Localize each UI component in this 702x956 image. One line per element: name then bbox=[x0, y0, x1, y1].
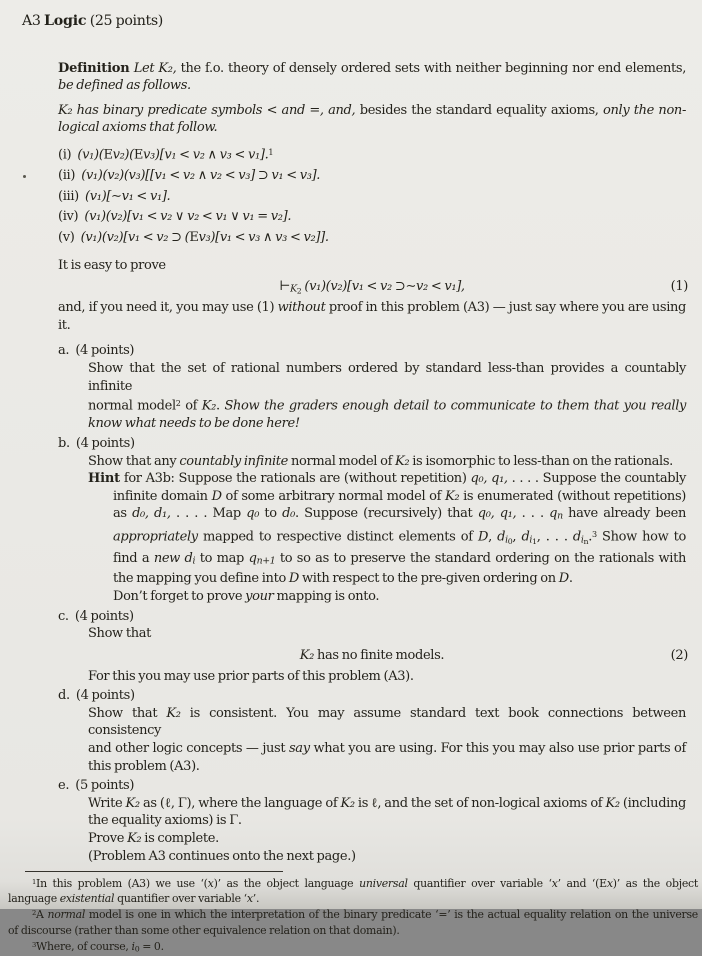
footnote-divider bbox=[25, 871, 283, 872]
easy-to-prove-line: It is easy to prove bbox=[58, 257, 166, 273]
hint-line-5: find a new di to map qn+1 to so as to preserve the standard ordering on the rationals with bbox=[113, 551, 686, 567]
item-c-line-1: Show that bbox=[88, 626, 151, 642]
item-d-label: d. (4 points) bbox=[58, 688, 135, 704]
equation-1-label: (1) bbox=[670, 279, 688, 295]
axiom-iv: (iv) (v₁)(v₂)[v₁ < v₂ ∨ v₂ < v₁ ∨ v₁ = v₂]. bbox=[58, 209, 292, 225]
equation-2-label: (2) bbox=[670, 647, 688, 663]
equation-2-row bbox=[0, 644, 702, 667]
hint-line-2: infinite domain D of some arbitrary normal model of K₂ is enumerated (without repetitions) bbox=[113, 488, 686, 504]
equation-1-row bbox=[0, 275, 702, 298]
k2-axioms-intro-line-1: K₂ has binary predicate symbols < and =, and, besides the standard equality axioms, only the non- bbox=[58, 102, 687, 118]
item-b-label: b. (4 points) bbox=[58, 435, 135, 451]
axiom-i: (i) (v₁)(Ev₂)(Ev₃)[v₁ < v₂ ∧ v₃ < v₁].$^1$ bbox=[58, 147, 274, 163]
definition-line-1: Definition Let K₂, the f.o. theory of densely ordered sets with neither beginning nor end elements, bbox=[58, 60, 686, 76]
definition-line-2: be defined as follows. bbox=[58, 78, 191, 94]
k2-axioms-intro-line-2: logical axioms that follow. bbox=[58, 120, 218, 136]
equation-2: K₂ has no finite models. bbox=[299, 647, 445, 663]
usage-note-line-1: and, if you need it, you may use (1) without proof in this problem (A3) — just say where you are using bbox=[58, 300, 687, 316]
item-d-line-2: and other logic concepts — just say what you are using. For this you may also use prior parts of bbox=[88, 741, 686, 757]
equation-1: $⊢K_2$ (v₁)(v₂)[v₁ < v₂ ⊃∼v₂ < v₁], bbox=[279, 279, 465, 296]
item-e-label: e. (5 points) bbox=[58, 778, 135, 794]
item-a-line-3: know what needs to be done here! bbox=[88, 416, 300, 432]
footnote-1-line-1: $^1$In this problem (A3) we use ‘(x)’ as the object language universal quantifier over variable ‘x’ and ‘(Ex)’ as the object bbox=[32, 877, 698, 891]
axiom-ii: (ii) (v₁)(v₂)(v₃)[[v₁ < v₂ ∧ v₂ < v₃] ⊃ v₁ < v₃]. bbox=[58, 168, 321, 184]
item-e-line-4: (Problem A3 continues onto the next page.) bbox=[88, 848, 356, 864]
footnote-1-line-2: language existential quantifier over variable ‘x’. bbox=[8, 892, 260, 906]
hint-line-6: the mapping you define into D with respect to the pre-given ordering on D. bbox=[113, 571, 573, 587]
page-title: A3 Logic (25 points) bbox=[22, 13, 163, 29]
item-c-label: c. (4 points) bbox=[58, 608, 134, 624]
axiom-v: (v) (v₁)(v₂)[v₁ < v₂ ⊃ (Ev₃)[v₁ < v₃ ∧ v₃ < v₂]]. bbox=[58, 229, 329, 245]
item-c-line-2: For this you may use prior parts of this problem (A3). bbox=[88, 668, 414, 684]
item-a-line-1: Show that the set of rational numbers ordered by standard less-than provides a countably infinite bbox=[88, 360, 686, 394]
usage-note-line-2: it. bbox=[58, 317, 71, 333]
axiom-iii: (iii) (v₁)[∼v₁ < v₁]. bbox=[58, 188, 171, 204]
item-a-line-2: normal model$^2$ of K₂. Show the graders enough detail to communicate to them that you really bbox=[88, 398, 687, 414]
footnote-3: $^3$Where, of course, i0 = 0. bbox=[32, 939, 164, 954]
item-e-line-1: Write K₂ as (ℓ, Γ), where the language of K₂ is ℓ, and the set of non-logical axioms of K₂ (including bbox=[88, 795, 686, 811]
footnote-2-line-1: $^2$A normal model is one in which the interpretation of the binary predicate ‘=’ is the actual equality relation on the universe bbox=[32, 908, 698, 922]
item-e-line-2: the equality axioms) is Γ. bbox=[88, 813, 242, 829]
scan-artifact-dot bbox=[23, 175, 26, 178]
item-d-line-3: this problem (A3). bbox=[88, 758, 200, 774]
hint-line-3: as d₀, d₁, . . . . Map q₀ to d₀. Suppose (recursively) that q₀, q₁, . . . qn have already been bbox=[113, 506, 687, 522]
hint-line-7: Don’t forget to prove your mapping is onto. bbox=[113, 588, 380, 604]
item-b-line-1: Show that any countably infinite normal model of K₂ is isomorphic to less-than on the rationals. bbox=[88, 453, 673, 469]
item-a-label: a. (4 points) bbox=[58, 343, 135, 359]
footnote-2-line-2: of discourse (rather than some other equivalence relation on that domain). bbox=[8, 923, 400, 937]
item-d-line-1: Show that K₂ is consistent. You may assume standard text book connections between consistency bbox=[88, 705, 686, 739]
hint-line-1: Hint for A3b: Suppose the rationals are (without repetition) q₀, q₁, . . . . Suppose the countably bbox=[88, 471, 687, 487]
item-e-line-3: Prove K₂ is complete. bbox=[88, 831, 219, 847]
hint-line-4: appropriately mapped to respective distinct elements of D, $di_0$, $di_1$, . . . $di_n.^3$ Show how to bbox=[113, 529, 687, 546]
